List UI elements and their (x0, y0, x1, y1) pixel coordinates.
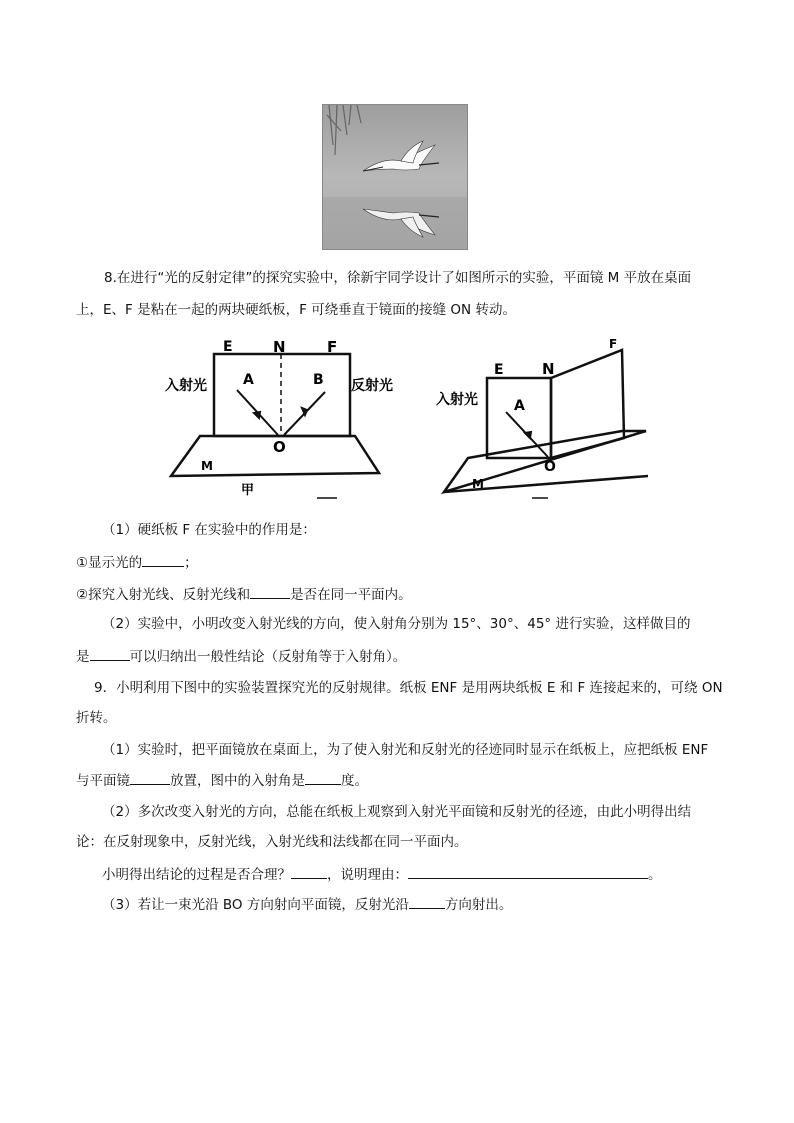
q9-sub4: （3）若让一束光沿 BO 方向射向平面镜，反射光沿 方向射出。 (102, 894, 512, 915)
answer-blank[interactable] (305, 770, 341, 785)
q8-text-line1: 8.在进行“光的反射定律”的探究实验中，徐新宇同学设计了如图所示的实验，平面镜 M 平放在桌面 (104, 270, 692, 286)
q9-text-line1: 9．小明利用下图中的实验装置探究光的反射规律。纸板 ENF 是用两块纸板 E 和 F 连接起来的，可绕 ON (94, 680, 723, 696)
figure-jia (165, 338, 397, 504)
label-n: N (542, 360, 555, 378)
answer-blank[interactable] (409, 894, 445, 909)
label-e: E (223, 339, 233, 355)
label-incident-light: 入射光 (436, 392, 478, 408)
label-m: M (201, 459, 213, 473)
reason-blank[interactable] (408, 864, 648, 879)
q9-sub3: 小明得出结论的过程是否合理？ ，说明理由： 。 (102, 864, 662, 885)
q8-sub1b: ②探究入射光线、反射光线和 是否在同一平面内。 (76, 584, 412, 605)
answer-blank[interactable] (250, 584, 290, 599)
label-o: O (273, 438, 286, 456)
q8-sub2b: 是 可以归纳出一般性结论（反射角等于入射角）。 (76, 646, 406, 667)
q8-sub1: （1）硬纸板 F 在实验中的作用是： (102, 522, 316, 538)
answer-blank[interactable] (291, 864, 327, 879)
figure-caption-jia: 甲 (241, 483, 255, 498)
q9-sub1b: 与平面镜 放置，图中的入射角是 度。 (76, 770, 368, 791)
q9-sub2b: 论：在反射现象中，反射光线，入射光线和法线都在同一平面内。 (76, 834, 468, 850)
label-incident-light: 入射光 (165, 378, 207, 394)
label-e: E (494, 362, 504, 378)
q8-text-line2: 上，E、F 是粘在一起的两块硬纸板，F 可绕垂直于镜面的接缝 ON 转动。 (76, 302, 516, 318)
label-f: F (609, 337, 618, 351)
label-n: N (273, 338, 286, 356)
label-m: M (472, 477, 484, 491)
q8-sub1a: ①显示光的 ； (76, 552, 198, 573)
label-a: A (243, 372, 254, 388)
answer-blank[interactable] (142, 552, 184, 567)
label-o: O (544, 459, 556, 475)
q8-sub2: （2）实验中，小明改变入射光线的方向，使入射角分别为 15°、30°、45° 进行实验，这样做目的 (102, 616, 691, 632)
answer-blank[interactable] (90, 646, 130, 661)
label-b: B (313, 372, 324, 388)
answer-blank[interactable] (130, 770, 170, 785)
q9-sub1: （1）实验时，把平面镜放在桌面上，为了使入射光和反射光的径迹同时显示在纸板上，应把纸板 ENF (102, 742, 709, 758)
label-reflected-light: 反射光 (351, 378, 393, 394)
q9-sub2: （2）多次改变入射光的方向，总能在纸板上观察到入射光平面镜和反射光的径迹，由此小明得出结 (102, 804, 692, 820)
label-f: F (327, 338, 338, 356)
figure-yi (432, 336, 652, 504)
label-a: A (514, 398, 525, 414)
q9-text-line2: 折转。 (76, 710, 117, 726)
egret-reflection-photo (322, 104, 468, 250)
